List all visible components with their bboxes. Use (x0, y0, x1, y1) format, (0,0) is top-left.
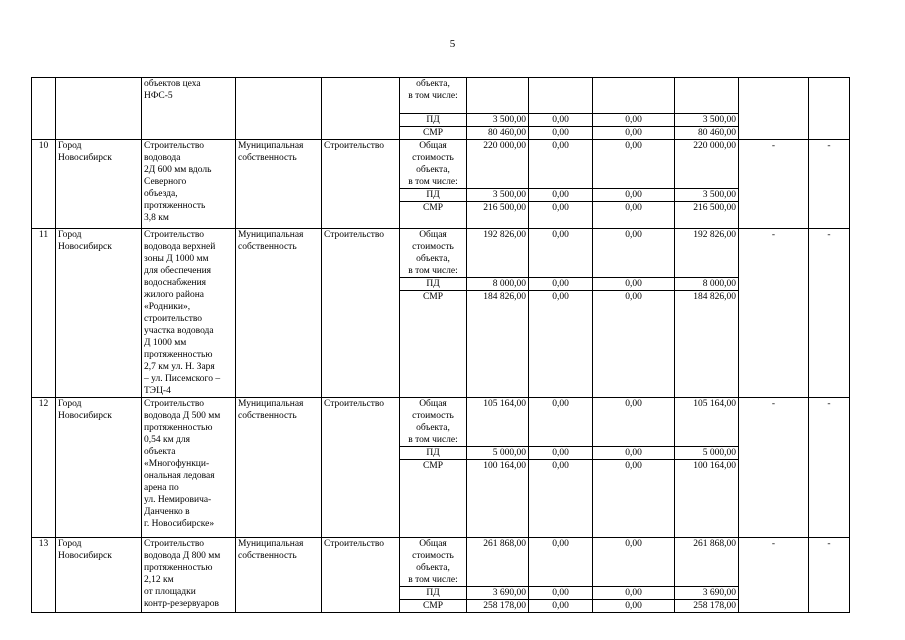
smr-value: 0,00 (529, 127, 593, 140)
smr-value: 0,00 (593, 291, 675, 398)
smr-label: СМР (400, 291, 467, 398)
total-value: 0,00 (529, 229, 593, 278)
ownership-cell: Муниципальная собственность (236, 140, 322, 229)
total-value: 261 868,00 (467, 538, 529, 587)
municipality-cell: Город Новосибирск (56, 398, 142, 538)
municipality-cell: Город Новосибирск (56, 229, 142, 398)
ownership-cell: Муниципальная собственность (236, 398, 322, 538)
smr-value: 0,00 (593, 202, 675, 229)
total-label-cell: Общая стоимость объекта, в том числе: (400, 229, 467, 278)
smr-value: 0,00 (529, 202, 593, 229)
total-value: 0,00 (529, 140, 593, 189)
ownership-cell: Муниципальная собственность (236, 229, 322, 398)
num-cell (32, 78, 56, 140)
table-body (32, 78, 850, 613)
municipality-cell: Город Новосибирск (56, 538, 142, 613)
pd-value: 3 500,00 (675, 189, 739, 202)
smr-value: 216 500,00 (467, 202, 529, 229)
smr-value: 184 826,00 (675, 291, 739, 398)
total-value: 0,00 (593, 140, 675, 189)
total-value (529, 78, 593, 114)
pd-value: 0,00 (593, 114, 675, 127)
smr-value: 258 178,00 (467, 600, 529, 613)
col10-cell (739, 78, 809, 140)
pd-label: ПД (400, 278, 467, 291)
total-value: 192 826,00 (467, 229, 529, 278)
work-type-cell: Строительство (322, 398, 400, 538)
total-label-cell: Общая стоимость объекта, в том числе: (400, 398, 467, 447)
investment-table (31, 77, 850, 613)
pd-value: 3 690,00 (675, 587, 739, 600)
ownership-cell (236, 78, 322, 140)
smr-label: СМР (400, 460, 467, 538)
total-value: 0,00 (593, 229, 675, 278)
smr-value: 0,00 (593, 600, 675, 613)
work-type-cell (322, 78, 400, 140)
pd-value: 0,00 (593, 189, 675, 202)
row-number: 13 (32, 538, 56, 613)
pd-value: 0,00 (529, 587, 593, 600)
smr-value: 0,00 (529, 460, 593, 538)
pd-value: 0,00 (529, 447, 593, 460)
pd-value: 3 500,00 (467, 114, 529, 127)
total-value (675, 78, 739, 114)
smr-value: 80 460,00 (675, 127, 739, 140)
total-value: 220 000,00 (467, 140, 529, 189)
col11-cell: - (809, 538, 850, 613)
table-row (32, 140, 850, 189)
municipality-cell: Город Новосибирск (56, 140, 142, 229)
pd-value: 5 000,00 (467, 447, 529, 460)
total-value: 105 164,00 (675, 398, 739, 447)
total-value (593, 78, 675, 114)
pd-value: 0,00 (593, 587, 675, 600)
col11-cell (809, 78, 850, 140)
total-label-cell: Общая стоимость объекта, в том числе: (400, 140, 467, 189)
total-label-cell: объекта, в том числе: (400, 78, 467, 114)
total-value: 0,00 (529, 538, 593, 587)
smr-label: СМР (400, 600, 467, 613)
total-value: 105 164,00 (467, 398, 529, 447)
total-value: 0,00 (593, 538, 675, 587)
page-number: 5 (449, 38, 456, 50)
ownership-cell: Муниципальная собственность (236, 538, 322, 613)
pd-value: 0,00 (529, 114, 593, 127)
pd-label: ПД (400, 587, 467, 600)
table-row (32, 78, 850, 114)
smr-value: 100 164,00 (467, 460, 529, 538)
col10-cell: - (739, 229, 809, 398)
total-value: 0,00 (529, 398, 593, 447)
smr-value: 0,00 (529, 600, 593, 613)
total-value: 0,00 (593, 398, 675, 447)
pd-value: 3 500,00 (675, 114, 739, 127)
col11-cell: - (809, 398, 850, 538)
table-row (32, 538, 850, 587)
total-value: 192 826,00 (675, 229, 739, 278)
object-name-cell: Строительство водовода верхней зоны Д 1000 мм для обеспечения водоснабжения жилого района «Родники», строительство участка водовода Д 1000 мм протяженностью 2,7 км ул. Н. Заря – ул. Писемского – ТЭЦ-4 (142, 229, 236, 398)
pd-value: 3 690,00 (467, 587, 529, 600)
smr-value: 0,00 (529, 291, 593, 398)
row-number: 12 (32, 398, 56, 538)
total-value (467, 78, 529, 114)
pd-value: 8 000,00 (467, 278, 529, 291)
smr-value: 184 826,00 (467, 291, 529, 398)
smr-value: 258 178,00 (675, 600, 739, 613)
work-type-cell: Строительство (322, 538, 400, 613)
pd-value: 0,00 (529, 278, 593, 291)
work-type-cell: Строительство (322, 229, 400, 398)
table-row (32, 229, 850, 278)
pd-label: ПД (400, 114, 467, 127)
row-number: 11 (32, 229, 56, 398)
object-name-cell: Строительство водовода 2Д 600 мм вдоль Северного объезда, протяженность 3,8 км (142, 140, 236, 229)
smr-value: 216 500,00 (675, 202, 739, 229)
col10-cell: - (739, 140, 809, 229)
pd-value: 0,00 (529, 189, 593, 202)
col11-cell: - (809, 140, 850, 229)
pd-value: 0,00 (593, 278, 675, 291)
total-value: 261 868,00 (675, 538, 739, 587)
pd-value: 8 000,00 (675, 278, 739, 291)
total-label-cell: Общая стоимость объекта, в том числе: (400, 538, 467, 587)
smr-label: СМР (400, 202, 467, 229)
smr-label: СМР (400, 127, 467, 140)
total-value: 220 000,00 (675, 140, 739, 189)
pd-value: 3 500,00 (467, 189, 529, 202)
table-row (32, 398, 850, 447)
municipality-cell (56, 78, 142, 140)
col11-cell: - (809, 229, 850, 398)
work-type-cell: Строительство (322, 140, 400, 229)
smr-value: 0,00 (593, 460, 675, 538)
col10-cell: - (739, 538, 809, 613)
col10-cell: - (739, 398, 809, 538)
object-name-cell: Строительство водовода Д 500 мм протяженностью 0,54 км для объекта «Многофункци- ональная ледовая арена по ул. Немировича- Данченко в г. Новосибирске» (142, 398, 236, 538)
smr-value: 80 460,00 (467, 127, 529, 140)
pd-value: 0,00 (593, 447, 675, 460)
smr-value: 0,00 (593, 127, 675, 140)
smr-value: 100 164,00 (675, 460, 739, 538)
pd-label: ПД (400, 447, 467, 460)
row-number: 10 (32, 140, 56, 229)
object-name-cell: Строительство водовода Д 800 мм протяженностью 2,12 км от площадки контр-резервуаров (142, 538, 236, 613)
pd-label: ПД (400, 189, 467, 202)
pd-value: 5 000,00 (675, 447, 739, 460)
object-name-cell: объектов цеха НФС-5 (142, 78, 236, 140)
